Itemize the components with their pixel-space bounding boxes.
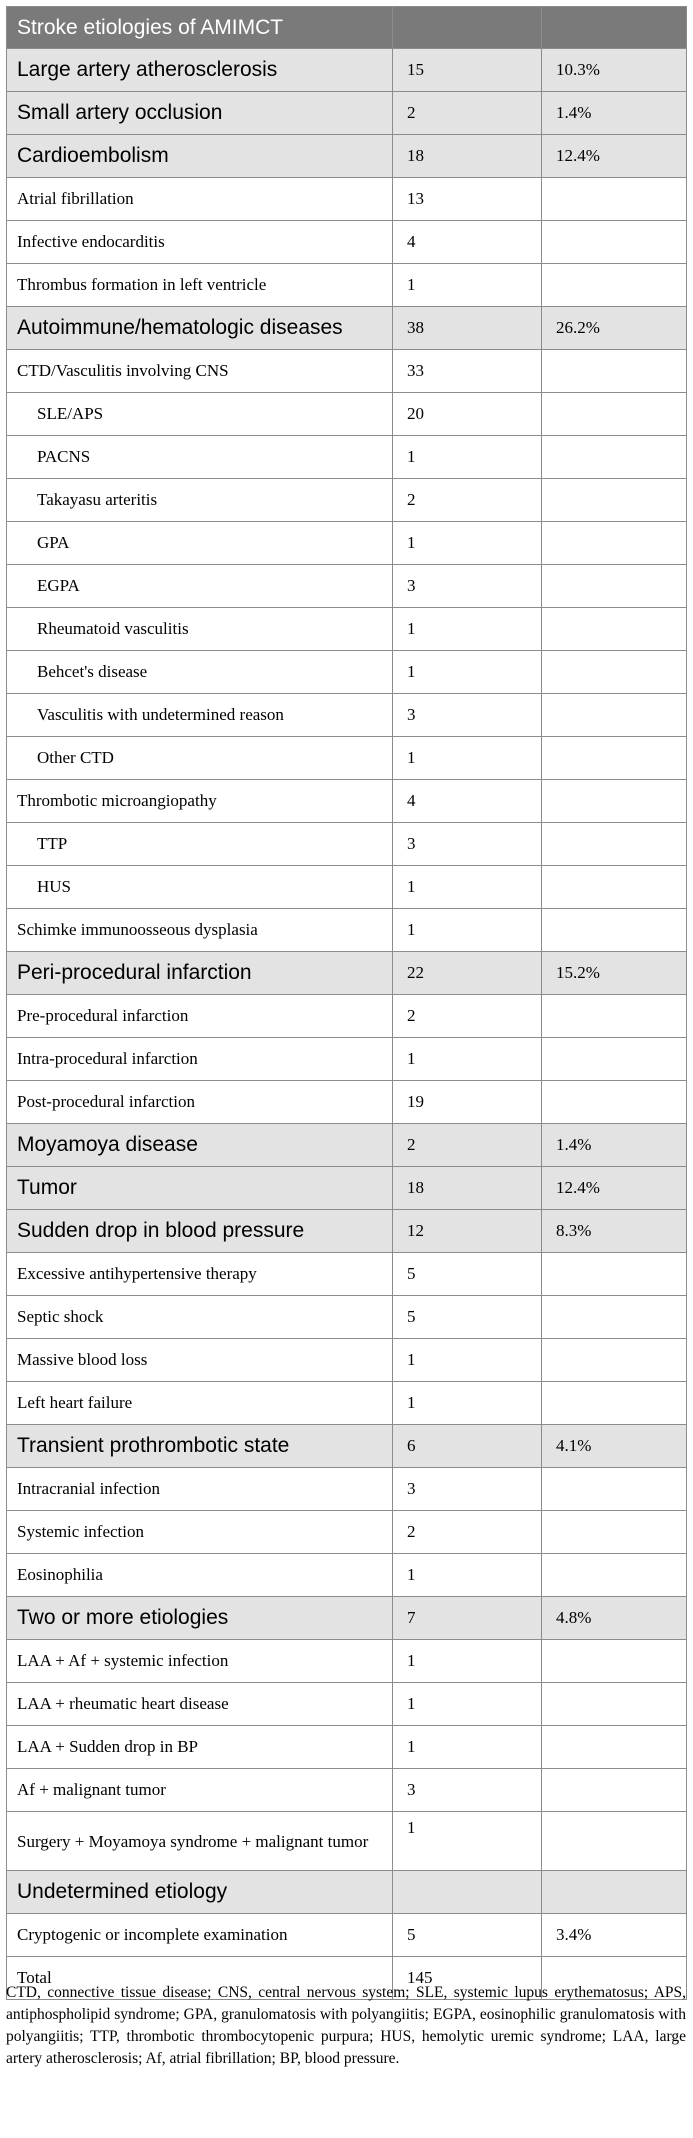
table-row bbox=[7, 1914, 687, 1957]
row-percent: 4.1% bbox=[542, 1425, 687, 1468]
category-row bbox=[7, 1167, 687, 1210]
row-label: Transient prothrombotic state bbox=[7, 1425, 393, 1468]
row-count: 38 bbox=[393, 307, 542, 350]
row-label: Massive blood loss bbox=[7, 1339, 393, 1382]
row-label: Atrial fibrillation bbox=[7, 178, 393, 221]
table-row bbox=[7, 1640, 687, 1683]
table-row bbox=[7, 1296, 687, 1339]
row-label: Post-procedural infarction bbox=[7, 1081, 393, 1124]
row-count: 2 bbox=[393, 1124, 542, 1167]
row-count: 2 bbox=[393, 92, 542, 135]
row-count: 12 bbox=[393, 1210, 542, 1253]
row-label: PACNS bbox=[7, 436, 393, 479]
row-count: 1 bbox=[393, 1812, 542, 1871]
row-count: 1 bbox=[393, 737, 542, 780]
row-count: 1 bbox=[393, 608, 542, 651]
category-row bbox=[7, 952, 687, 995]
table-row bbox=[7, 1769, 687, 1812]
row-label: Af + malignant tumor bbox=[7, 1769, 393, 1812]
row-percent bbox=[542, 694, 687, 737]
row-percent bbox=[542, 1511, 687, 1554]
row-percent bbox=[542, 909, 687, 952]
row-label: Moyamoya disease bbox=[7, 1124, 393, 1167]
row-count: 1 bbox=[393, 909, 542, 952]
row-percent: 15.2% bbox=[542, 952, 687, 995]
row-label: Eosinophilia bbox=[7, 1554, 393, 1597]
row-percent bbox=[542, 780, 687, 823]
category-row bbox=[7, 49, 687, 92]
row-label: Vasculitis with undetermined reason bbox=[7, 694, 393, 737]
row-label: Schimke immunoosseous dysplasia bbox=[7, 909, 393, 952]
row-count: 1 bbox=[393, 1683, 542, 1726]
row-count: 1 bbox=[393, 522, 542, 565]
row-count: 22 bbox=[393, 952, 542, 995]
row-percent bbox=[542, 1253, 687, 1296]
row-label: Rheumatoid vasculitis bbox=[7, 608, 393, 651]
row-label: Infective endocarditis bbox=[7, 221, 393, 264]
row-count: 3 bbox=[393, 565, 542, 608]
row-percent bbox=[542, 522, 687, 565]
row-percent: 1.4% bbox=[542, 1124, 687, 1167]
row-count: 4 bbox=[393, 780, 542, 823]
row-count: 15 bbox=[393, 49, 542, 92]
row-percent bbox=[542, 1081, 687, 1124]
table-row bbox=[7, 737, 687, 780]
row-percent bbox=[542, 350, 687, 393]
row-label: Autoimmune/hematologic diseases bbox=[7, 307, 393, 350]
row-percent bbox=[542, 178, 687, 221]
row-percent bbox=[542, 1339, 687, 1382]
row-label: Intracranial infection bbox=[7, 1468, 393, 1511]
etiology-table bbox=[6, 6, 687, 2000]
row-count: 7 bbox=[393, 1597, 542, 1640]
row-label: Total bbox=[7, 1957, 393, 2000]
row-count: 4 bbox=[393, 221, 542, 264]
row-label: Thrombus formation in left ventricle bbox=[7, 264, 393, 307]
row-percent bbox=[542, 1640, 687, 1683]
row-label: EGPA bbox=[7, 565, 393, 608]
row-label: Large artery atherosclerosis bbox=[7, 49, 393, 92]
table-title-row bbox=[7, 7, 687, 49]
table-row bbox=[7, 1468, 687, 1511]
row-percent bbox=[542, 565, 687, 608]
row-label: Other CTD bbox=[7, 737, 393, 780]
table-row bbox=[7, 1038, 687, 1081]
row-label: Undetermined etiology bbox=[7, 1871, 393, 1914]
row-count: 3 bbox=[393, 1468, 542, 1511]
row-percent bbox=[542, 393, 687, 436]
category-row bbox=[7, 92, 687, 135]
row-label: TTP bbox=[7, 823, 393, 866]
row-label: Pre-procedural infarction bbox=[7, 995, 393, 1038]
row-count: 1 bbox=[393, 1339, 542, 1382]
row-percent bbox=[542, 866, 687, 909]
row-label: Thrombotic microangiopathy bbox=[7, 780, 393, 823]
row-count: 1 bbox=[393, 1038, 542, 1081]
table-row bbox=[7, 178, 687, 221]
table-row bbox=[7, 1812, 687, 1871]
table-body bbox=[7, 7, 687, 2000]
table-row bbox=[7, 436, 687, 479]
table-row bbox=[7, 995, 687, 1038]
title-cell-empty bbox=[542, 7, 687, 49]
row-count: 5 bbox=[393, 1914, 542, 1957]
row-count: 2 bbox=[393, 479, 542, 522]
row-label: Behcet's disease bbox=[7, 651, 393, 694]
row-label: CTD/Vasculitis involving CNS bbox=[7, 350, 393, 393]
row-label: Intra-procedural infarction bbox=[7, 1038, 393, 1081]
row-percent: 4.8% bbox=[542, 1597, 687, 1640]
row-percent bbox=[542, 1769, 687, 1812]
row-percent: 3.4% bbox=[542, 1914, 687, 1957]
table-row bbox=[7, 221, 687, 264]
table-row bbox=[7, 866, 687, 909]
row-label: Septic shock bbox=[7, 1296, 393, 1339]
category-row bbox=[7, 1124, 687, 1167]
row-label: LAA + rheumatic heart disease bbox=[7, 1683, 393, 1726]
row-count: 3 bbox=[393, 694, 542, 737]
row-count: 1 bbox=[393, 1382, 542, 1425]
category-row bbox=[7, 1597, 687, 1640]
row-percent bbox=[542, 436, 687, 479]
category-row bbox=[7, 1425, 687, 1468]
row-count: 2 bbox=[393, 995, 542, 1038]
row-label: GPA bbox=[7, 522, 393, 565]
row-percent bbox=[542, 737, 687, 780]
row-count: 5 bbox=[393, 1253, 542, 1296]
row-count: 3 bbox=[393, 1769, 542, 1812]
table-row bbox=[7, 909, 687, 952]
row-label: Cardioembolism bbox=[7, 135, 393, 178]
row-percent: 8.3% bbox=[542, 1210, 687, 1253]
table-row bbox=[7, 522, 687, 565]
category-row bbox=[7, 135, 687, 178]
table-row bbox=[7, 393, 687, 436]
row-label: Cryptogenic or incomplete examination bbox=[7, 1914, 393, 1957]
row-count: 3 bbox=[393, 823, 542, 866]
row-count: 1 bbox=[393, 1640, 542, 1683]
row-count: 1 bbox=[393, 1554, 542, 1597]
row-percent bbox=[542, 1468, 687, 1511]
table-row bbox=[7, 1081, 687, 1124]
row-label: SLE/APS bbox=[7, 393, 393, 436]
table-row bbox=[7, 479, 687, 522]
row-percent bbox=[542, 221, 687, 264]
row-label: Takayasu arteritis bbox=[7, 479, 393, 522]
row-label: LAA + Af + systemic infection bbox=[7, 1640, 393, 1683]
table-row bbox=[7, 1554, 687, 1597]
row-label: Systemic infection bbox=[7, 1511, 393, 1554]
row-label: Excessive antihypertensive therapy bbox=[7, 1253, 393, 1296]
row-label: Sudden drop in blood pressure bbox=[7, 1210, 393, 1253]
row-count: 145 bbox=[393, 1957, 542, 2000]
table-row bbox=[7, 780, 687, 823]
row-percent bbox=[542, 1812, 687, 1871]
row-percent bbox=[542, 1871, 687, 1914]
table-row bbox=[7, 1683, 687, 1726]
row-percent: 12.4% bbox=[542, 135, 687, 178]
row-count bbox=[393, 1871, 542, 1914]
row-percent bbox=[542, 1726, 687, 1769]
row-count: 18 bbox=[393, 135, 542, 178]
table-row bbox=[7, 1253, 687, 1296]
row-count: 2 bbox=[393, 1511, 542, 1554]
table-row bbox=[7, 608, 687, 651]
row-percent: 1.4% bbox=[542, 92, 687, 135]
row-percent bbox=[542, 1038, 687, 1081]
row-label: Peri-procedural infarction bbox=[7, 952, 393, 995]
row-percent bbox=[542, 995, 687, 1038]
row-label: Small artery occlusion bbox=[7, 92, 393, 135]
row-count: 6 bbox=[393, 1425, 542, 1468]
table-row bbox=[7, 565, 687, 608]
row-percent bbox=[542, 1296, 687, 1339]
table-title: Stroke etiologies of AMIMCT bbox=[7, 7, 393, 49]
row-label: Left heart failure bbox=[7, 1382, 393, 1425]
row-label: HUS bbox=[7, 866, 393, 909]
table-row bbox=[7, 1382, 687, 1425]
row-percent: 26.2% bbox=[542, 307, 687, 350]
row-percent bbox=[542, 823, 687, 866]
row-count: 1 bbox=[393, 264, 542, 307]
table-row bbox=[7, 1339, 687, 1382]
row-count: 13 bbox=[393, 178, 542, 221]
row-percent bbox=[542, 1382, 687, 1425]
row-label: LAA + Sudden drop in BP bbox=[7, 1726, 393, 1769]
row-label: Surgery + Moyamoya syndrome + malignant tumor bbox=[7, 1812, 393, 1871]
row-count: 20 bbox=[393, 393, 542, 436]
row-count: 19 bbox=[393, 1081, 542, 1124]
category-row bbox=[7, 1210, 687, 1253]
row-percent bbox=[542, 1554, 687, 1597]
table-row bbox=[7, 1726, 687, 1769]
table-row bbox=[7, 694, 687, 737]
category-row bbox=[7, 307, 687, 350]
row-count: 5 bbox=[393, 1296, 542, 1339]
row-percent bbox=[542, 264, 687, 307]
etiology-table-wrapper bbox=[6, 6, 686, 2000]
row-percent: 12.4% bbox=[542, 1167, 687, 1210]
category-row bbox=[7, 1871, 687, 1914]
row-count: 18 bbox=[393, 1167, 542, 1210]
row-percent bbox=[542, 651, 687, 694]
row-percent bbox=[542, 608, 687, 651]
table-row bbox=[7, 823, 687, 866]
row-percent bbox=[542, 1683, 687, 1726]
row-count: 1 bbox=[393, 651, 542, 694]
row-percent bbox=[542, 479, 687, 522]
table-footnote: CTD, connective tissue disease; CNS, central nervous system; SLE, systemic lupus erythematosus; APS, antiphospholipid syndrome; GPA, granulomatosis with polyangiitis; EGPA, eosinophilic granulomatosis with polyangiitis; TTP, thrombotic thrombocytopenic purpura; HUS, hemolytic uremic syndrome; LAA, large artery atherosclerosis; Af, atrial fibrillation; BP, blood pressure. bbox=[6, 1984, 686, 2067]
table-row bbox=[7, 1511, 687, 1554]
row-count: 1 bbox=[393, 1726, 542, 1769]
table-row bbox=[7, 350, 687, 393]
row-count: 1 bbox=[393, 866, 542, 909]
row-count: 33 bbox=[393, 350, 542, 393]
row-label: Tumor bbox=[7, 1167, 393, 1210]
table-row bbox=[7, 651, 687, 694]
row-percent: 10.3% bbox=[542, 49, 687, 92]
row-count: 1 bbox=[393, 436, 542, 479]
table-row bbox=[7, 264, 687, 307]
row-label: Two or more etiologies bbox=[7, 1597, 393, 1640]
title-cell-empty bbox=[393, 7, 542, 49]
